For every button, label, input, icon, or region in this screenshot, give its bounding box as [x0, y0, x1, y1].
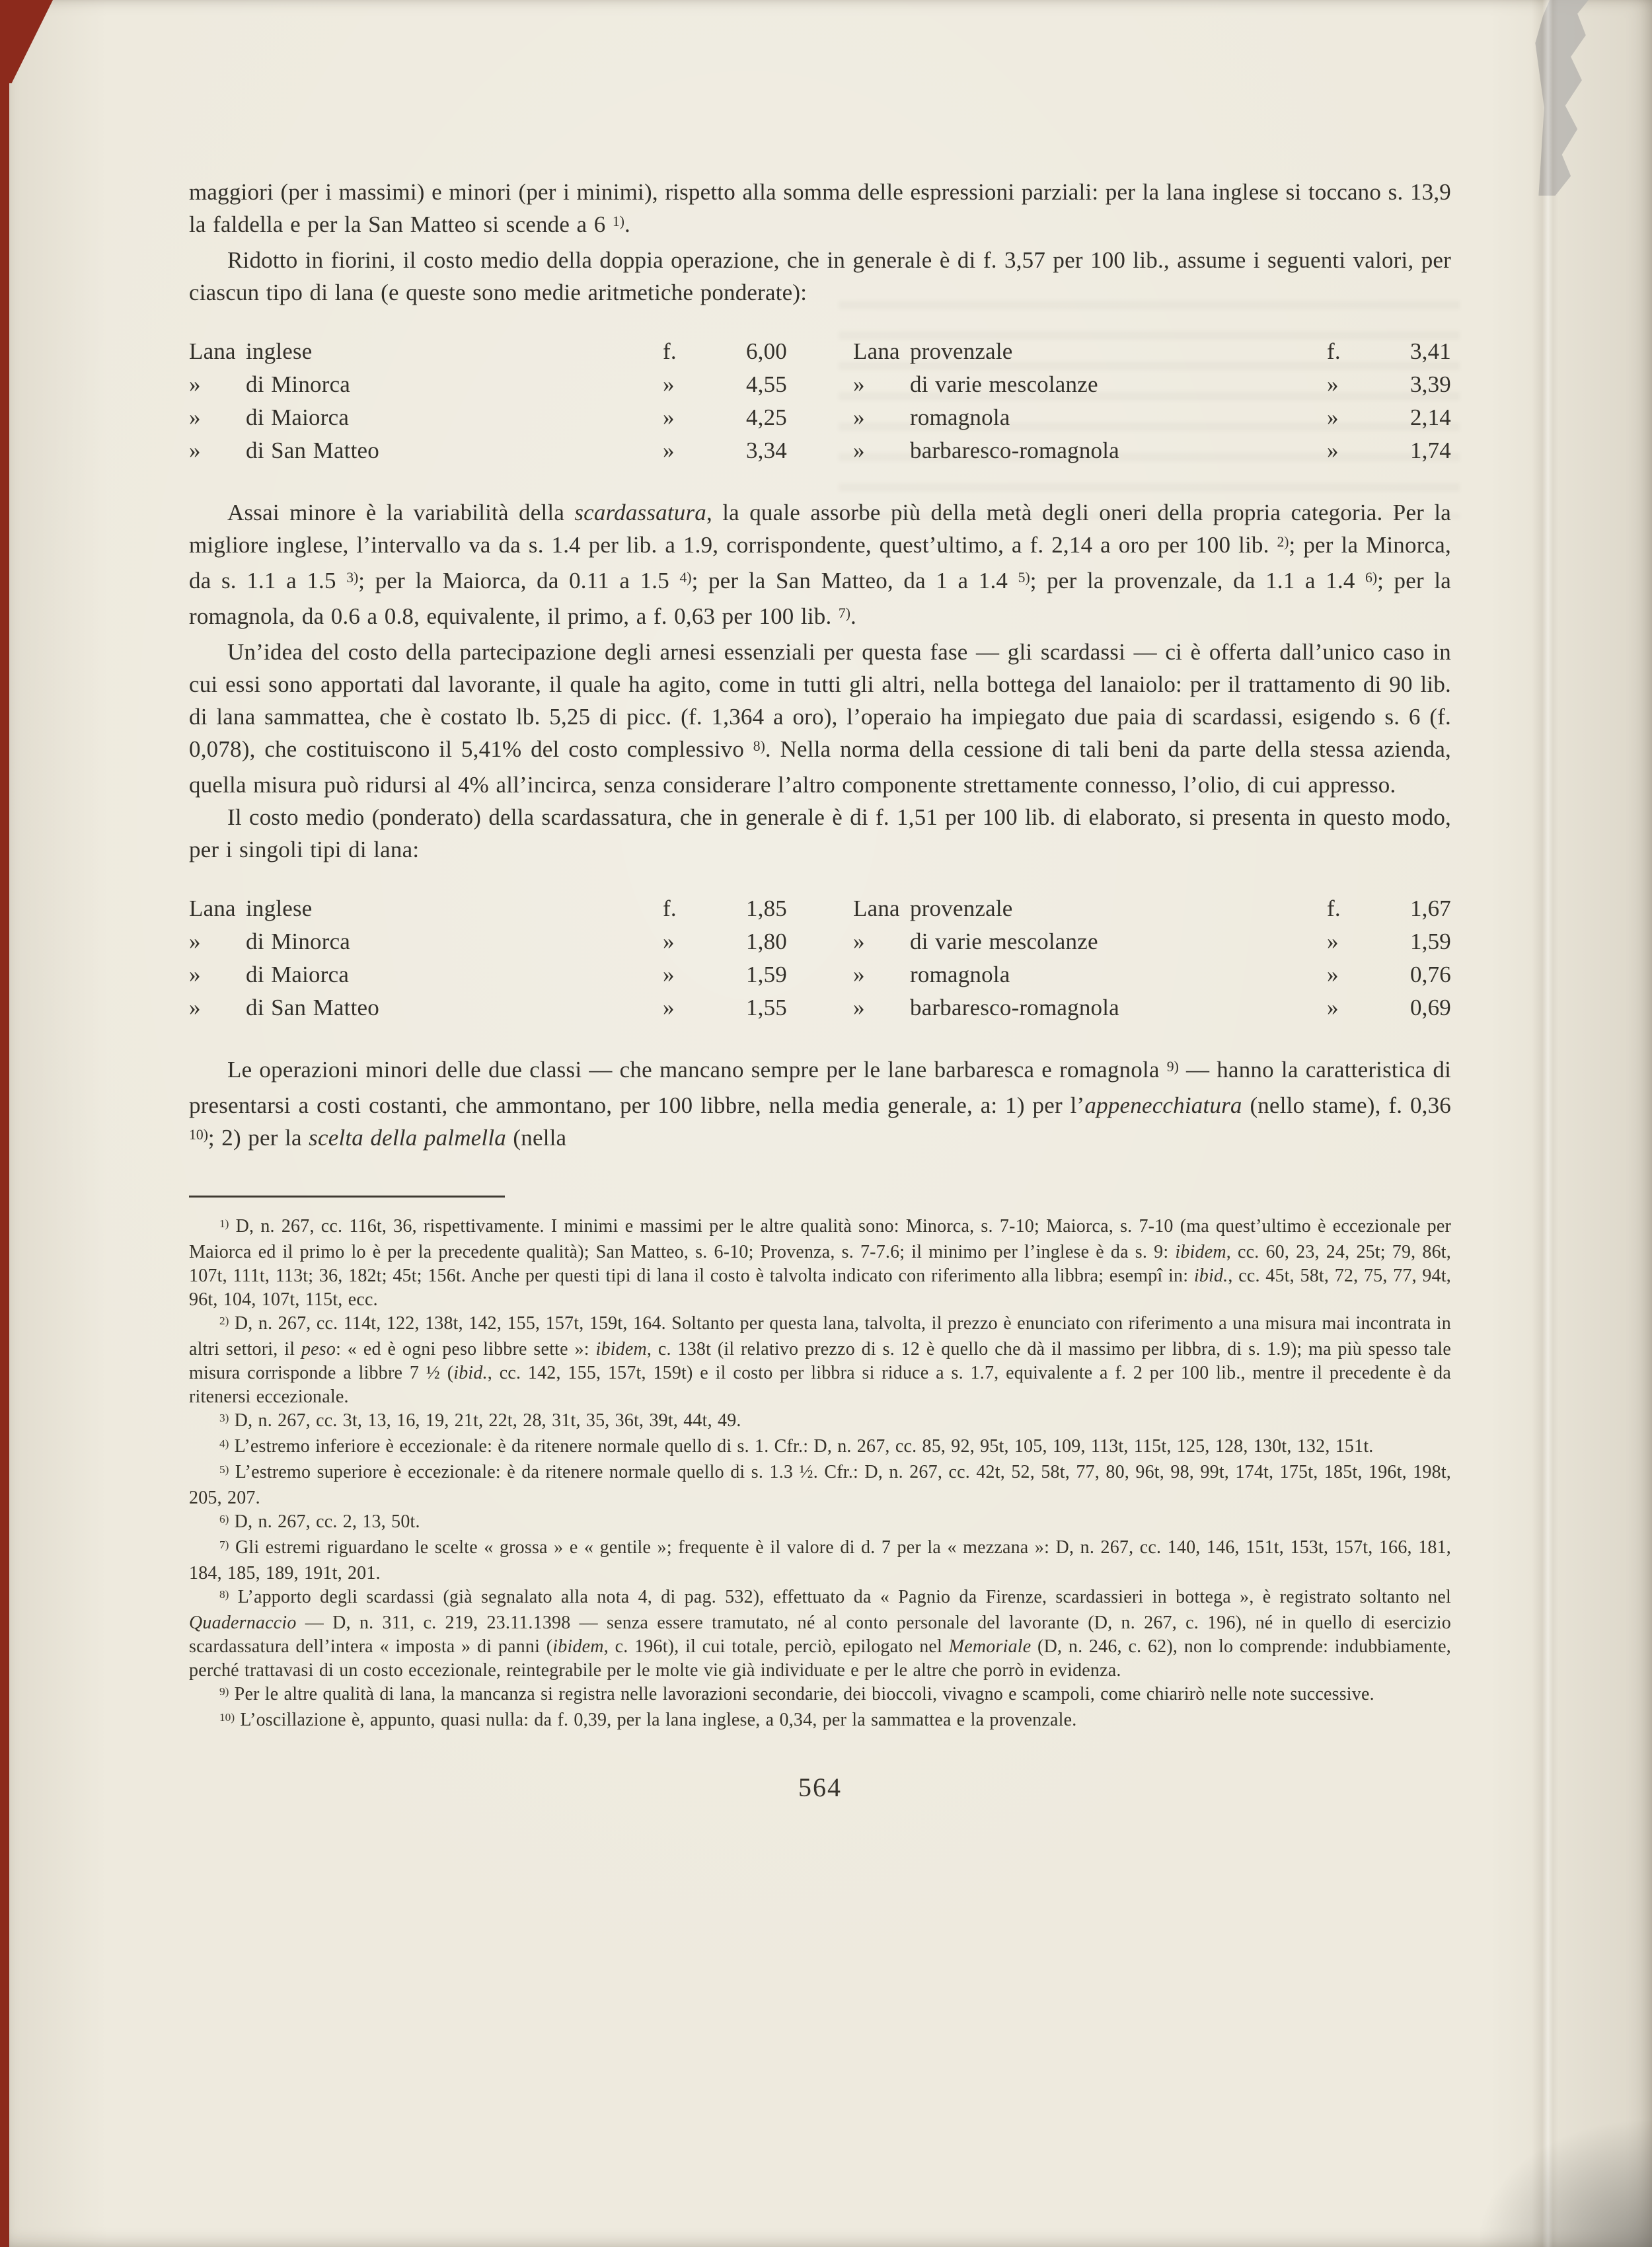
text-run: (nello stame), f. 0,36 [1242, 1092, 1452, 1118]
table-cell-c: » [1327, 995, 1339, 1020]
text-run: D, n. 267, cc. 114t, 122, 138t, 142, 155, 157t, 159t, 164. Soltanto per questa lana, talvolta, il prezzo è enunciato con riferimento a una misura mai incontrata in altri settori, il [189, 1313, 1451, 1359]
table-cell-m: » [189, 995, 201, 1020]
table-cell-m: » [853, 962, 865, 987]
text-run: appenecchiatura [1084, 1092, 1242, 1118]
footnote-10 [189, 1708, 1451, 1734]
table-cell-v: 1,59 [745, 962, 787, 987]
table-cell-v: 1,74 [1409, 438, 1451, 463]
table-cell-m: » [853, 371, 865, 397]
text-run: , cc. 60, 23, 24, 25t; 79, 86t, 107t, 111t, 113t; 36, 182t; 45t; 156t. Anche per questi tipi di lana il costo è talvolta indicato con riferimento alla libbra; esempî in: [189, 1242, 1451, 1286]
page [9, 0, 1652, 2247]
text-run: ibidem [552, 1636, 604, 1657]
text-run: , la quale assorbe più della metà degli oneri della propria categoria. Per la migliore inglese, l’intervallo va da s. 1.4 per lib. a 1.9, corrispondente, quest’ultimo, a f. 2,14 a oro per 100 lib. [189, 500, 1451, 558]
table-cell-v: 1,67 [1409, 895, 1451, 921]
table-cell-c: » [663, 404, 675, 430]
text-run: — hanno la caratteristica di presentarsi a costi costanti, che ammontano, per 100 libbre, nella media generale, a: 1) per l’ [189, 1057, 1451, 1118]
footnote-6 [189, 1510, 1451, 1536]
page-crease [1532, 0, 1558, 2247]
table-cell-v: 1,59 [1409, 929, 1451, 954]
text-run: Gli estremi riguardano le scelte « grossa » e « gentile »; frequente è il valore di d. 7 per la « mezzana »: D, n. 267, cc. 140, 146, 151t, 153t, 157t, 166, 181, 184, 185, 189, 191t, 201. [189, 1537, 1451, 1583]
table-cell-c: » [663, 962, 675, 987]
text-run: , cc. 45t, 58t, 72, 75, 77, 94t, 96t, 104, 107t, 115t, ecc. [189, 1266, 1451, 1310]
text-run: ibid. [453, 1363, 488, 1383]
text-run: (D, n. 246, c. 62), non lo comprende: indubbiamente, perché trattavasi di un costo eccezionale, reintegrabile per le molte vie già individuate e per le altre che porrò in evidenza. [189, 1636, 1451, 1681]
table-cell-c: f. [1327, 895, 1341, 921]
table-cell-m: Lana [853, 338, 900, 364]
table-cell-n: di Maiorca [246, 962, 350, 987]
text-run: peso [301, 1339, 336, 1359]
table-cell-n: di Maiorca [246, 404, 350, 430]
corner-shadow [1480, 2121, 1652, 2247]
text-run: . [850, 603, 856, 629]
text-run: , c. 138t (il relativo prezzo di s. 12 è quello che dà il massimo per libbra, di s. 1.9); ma più spesso tale misura corrisponde a libbre 7 ½ ( [189, 1339, 1451, 1383]
table-cell-v: 6,00 [745, 338, 787, 364]
footnotes-section [189, 1215, 1451, 1734]
price-table-column-left [189, 335, 787, 467]
table-cell-m: » [189, 962, 201, 987]
footnote-8 [189, 1585, 1451, 1683]
footnote-reference: 10) [189, 1126, 208, 1143]
text-run: Assai minore è la variabilità della [227, 500, 575, 525]
table-cell-m: » [853, 995, 865, 1020]
table-cell-n: inglese [246, 338, 313, 364]
text-run: ibidem [1175, 1242, 1226, 1262]
footnote-9 [189, 1683, 1451, 1708]
text-run: Il costo medio (ponderato) della scardassatura, che in generale è di f. 1,51 per 100 lib. di elaborato, si presenta in questo modo, per i singoli tipi di lana: [189, 804, 1451, 862]
body-paragraph-3 [189, 496, 1451, 636]
body-paragraph-6 [189, 1053, 1451, 1157]
body-paragraph-5 [189, 801, 1451, 866]
table-cell-c: » [663, 929, 675, 954]
body-paragraph-2 [189, 244, 1451, 309]
text-run: ; per la Minorca, da s. 1.1 a 1.5 [189, 532, 1451, 593]
price-table-scardassatura [189, 892, 1451, 1024]
body-paragraph-1 [189, 176, 1451, 244]
footnote-reference: 7) [838, 605, 850, 621]
text-run: ; 2) per la [207, 1125, 309, 1151]
table-cell-v: 0,76 [1409, 962, 1451, 987]
table-cell-m: » [853, 404, 865, 430]
table-cell-n: provenzale [910, 895, 1013, 921]
table-cell-n: barbaresco-romagnola [910, 438, 1119, 463]
table-cell-c: » [1327, 929, 1339, 954]
table-cell-c: » [1327, 438, 1339, 463]
footnote-marker: 3) [219, 1411, 229, 1424]
table-cell-c: » [663, 995, 675, 1020]
text-run: L’apporto degli scardassi (già segnalato alla nota 4, di pag. 532), effettuato da « Pagnio da Firenze, scardassieri in bottega », è registrato soltanto nel [237, 1587, 1451, 1607]
table-cell-n: romagnola [910, 962, 1010, 987]
table-cell-n: di San Matteo [246, 995, 379, 1020]
table-cell-c: » [1327, 962, 1339, 987]
text-run: scelta della palmella [309, 1125, 506, 1151]
table-cell-m: » [189, 929, 201, 954]
text-run: D, n. 267, cc. 116t, 36, rispettivamente. I minimi e massimi per le altre qualità sono: Minorca, s. 7-10; Maiorca, s. 7-10 (ma quest’ultimo è eccezionale per Maiorca ed il primo lo è per la precedente qualità); San Matteo, s. 6-10; Provenza, s. 7-7.6; il minimo per l’inglese è da s. 9: [189, 1216, 1452, 1262]
table-cell-v: 1,55 [745, 995, 787, 1020]
footnote-marker: 5) [219, 1463, 229, 1476]
table-cell-v: 3,39 [1409, 371, 1451, 397]
table-cell-c: » [663, 438, 675, 463]
footnote-5 [189, 1461, 1451, 1510]
text-run: Ridotto in fiorini, il costo medio della doppia operazione, che in generale è di f. 3,57 per 100 lib., assume i seguenti valori, per ciascun tipo di lana (e queste sono medie aritmetiche ponderate): [189, 247, 1451, 305]
price-table-column-right [853, 335, 1451, 467]
footnote-marker: 1) [219, 1217, 229, 1230]
footnote-reference: 1) [612, 213, 624, 229]
table-cell-c: f. [663, 338, 677, 364]
table-cell-n: di San Matteo [246, 438, 379, 463]
table-cell-n: barbaresco-romagnola [910, 995, 1119, 1020]
footnote-7 [189, 1536, 1451, 1585]
table-cell-v: 0,69 [1409, 995, 1451, 1020]
footnote-1 [189, 1215, 1451, 1312]
text-run: ibid. [1193, 1266, 1228, 1286]
footnote-reference: 2) [1277, 533, 1289, 550]
table-cell-m: » [189, 438, 201, 463]
table-cell-v: 2,14 [1409, 404, 1451, 430]
text-run: Le operazioni minori delle due classi — che mancano sempre per le lane barbaresca e romagnola [227, 1057, 1167, 1083]
footnote-marker: 4) [219, 1437, 229, 1450]
text-run: ibidem [595, 1339, 647, 1359]
text-run: Un’idea del costo della partecipazione degli arnesi essenziali per questa fase — gli scardassi — ci è offerta dall’unico caso in cui essi sono apportati dal lavorante, il quale ha agito, come in tutti gli altri, nella bottega del lanaiolo: per il trattamento di 90 lib. di lana sammattea, che è costato lb. 5,25 di picc. (f. 1,364 a oro), l’operaio ha impiegato due paia di scardassi, esigendo s. 6 (f. 0,078), che costituiscono il 5,41% del costo complessivo [189, 639, 1451, 762]
text-run: . Nella norma della cessione di tali beni da parte della stessa azienda, quella misura può ridursi al 4% all’incirca, senza considerare l’altro componente strettamente connesso, l’olio, di cui appresso. [189, 736, 1452, 798]
table-cell-c: » [1327, 404, 1339, 430]
table-cell-m: » [189, 371, 201, 397]
table-cell-m: Lana [853, 895, 900, 921]
footnote-2 [189, 1312, 1451, 1409]
table-cell-n: di Minorca [246, 929, 351, 954]
table-cell-c: » [663, 371, 675, 397]
footnote-reference: 3) [346, 569, 359, 586]
table-cell-v: 1,85 [745, 895, 787, 921]
table-cell-n: romagnola [910, 404, 1010, 430]
footnote-4 [189, 1435, 1451, 1461]
text-run: L’oscillazione è, appunto, quasi nulla: da f. 0,39, per la lana inglese, a 0,34, per la sammattea e la provenzale. [240, 1710, 1077, 1730]
table-cell-m: » [189, 404, 201, 430]
price-table-doppia-operazione [189, 335, 1451, 467]
body-paragraph-4 [189, 636, 1451, 801]
table-cell-m: Lana [189, 895, 236, 921]
text-run: — D, n. 311, c. 219, 23.11.1398 — senza essere tramutato, né al conto personale del lavorante (D, n. 267, c. 196), né in quello di esercizio scardassatura dell’intera « imposta » di panni ( [189, 1613, 1451, 1657]
table-cell-v: 4,25 [745, 404, 787, 430]
footnote-reference: 6) [1365, 569, 1378, 586]
table-cell-v: 1,80 [745, 929, 787, 954]
footnote-marker: 10) [219, 1710, 235, 1724]
footnote-marker: 2) [219, 1314, 229, 1327]
table-cell-n: inglese [246, 895, 313, 921]
table-cell-n: provenzale [910, 338, 1013, 364]
table-cell-c: f. [663, 895, 677, 921]
text-run: D, n. 267, cc. 2, 13, 50t. [234, 1511, 420, 1532]
text-run: Quadernaccio [189, 1613, 297, 1633]
table-cell-m: » [853, 438, 865, 463]
footnote-reference: 5) [1018, 569, 1030, 586]
text-run: (nella [506, 1125, 567, 1151]
footnote-marker: 8) [219, 1587, 229, 1601]
text-run: L’estremo inferiore è eccezionale: è da ritenere normale quello di s. 1. Cfr.: D, n. 267, cc. 85, 92, 95t, 105, 109, 113t, 115t, 125, 128, 130t, 132, 151t. [234, 1436, 1374, 1457]
table-cell-c: f. [1327, 338, 1341, 364]
table-cell-m: Lana [189, 338, 236, 364]
price-table-column-left [189, 892, 787, 1024]
footnote-marker: 6) [219, 1512, 229, 1525]
text-run: Per le altre qualità di lana, la mancanza si registra nelle lavorazioni secondarie, dei bioccoli, vivagno e scampoli, come chiarirò nelle note successive. [234, 1684, 1374, 1704]
footnote-marker: 9) [219, 1685, 229, 1698]
table-cell-m: » [853, 929, 865, 954]
table-cell-n: di varie mescolanze [910, 371, 1098, 397]
table-cell-c: » [1327, 371, 1339, 397]
text-run: ; per la San Matteo, da 1 a 1.4 [691, 568, 1018, 593]
text-run: ; per la provenzale, da 1.1 a 1.4 [1030, 568, 1366, 593]
footnote-3 [189, 1409, 1451, 1435]
text-run: . [624, 211, 630, 237]
footnote-reference: 9) [1166, 1058, 1179, 1075]
footnote-separator-rule [189, 1196, 505, 1198]
text-run: L’estremo superiore è eccezionale: è da ritenere normale quello di s. 1.3 ½. Cfr.: D, n. 267, cc. 42t, 52, 58t, 77, 80, 96t, 98, 99t, 174t, 175t, 185t, 196t, 198t, 205, 207. [189, 1462, 1452, 1508]
table-cell-n: di varie mescolanze [910, 929, 1098, 954]
table-cell-v: 4,55 [745, 371, 787, 397]
text-run: Memoriale [948, 1636, 1032, 1657]
text-run: ; per la Maiorca, da 0.11 a 1.5 [358, 568, 680, 593]
text-run: , c. 196t), il cui totale, perciò, epilogato nel [603, 1636, 949, 1657]
footnote-reference: 8) [753, 738, 765, 754]
text-run: ; per la romagnola, da 0.6 a 0.8, equivalente, il primo, a f. 0,63 per 100 lib. [189, 568, 1452, 629]
page-number: 564 [798, 1772, 842, 1802]
footnote-marker: 7) [219, 1538, 229, 1551]
table-cell-n: di Minorca [246, 371, 351, 397]
text-run: D, n. 267, cc. 3t, 13, 16, 19, 21t, 22t, 28, 31t, 35, 36t, 39t, 44t, 49. [234, 1410, 741, 1431]
text-run: scardassatura [574, 500, 707, 525]
text-run: maggiori (per i massimi) e minori (per i minimi), rispetto alla somma delle espressioni parziali: per la lana inglese si toccano s. 13,9 la faldella e per la San Matteo si scende a 6 [189, 179, 1451, 237]
text-run: : « ed è ogni peso libbre sette »: [336, 1339, 596, 1359]
text-run: , cc. 142, 155, 157t, 159t) e il costo per libbra si riduce a s. 1.7, equivalente a f. 2 per 100 lib., mentre il precedente è da ritenersi eccezionale. [189, 1363, 1451, 1407]
table-cell-v: 3,41 [1409, 338, 1451, 364]
price-table-column-right [853, 892, 1451, 1024]
footnote-reference: 4) [679, 569, 692, 586]
page-content [189, 176, 1451, 1804]
table-cell-v: 3,34 [745, 438, 787, 463]
